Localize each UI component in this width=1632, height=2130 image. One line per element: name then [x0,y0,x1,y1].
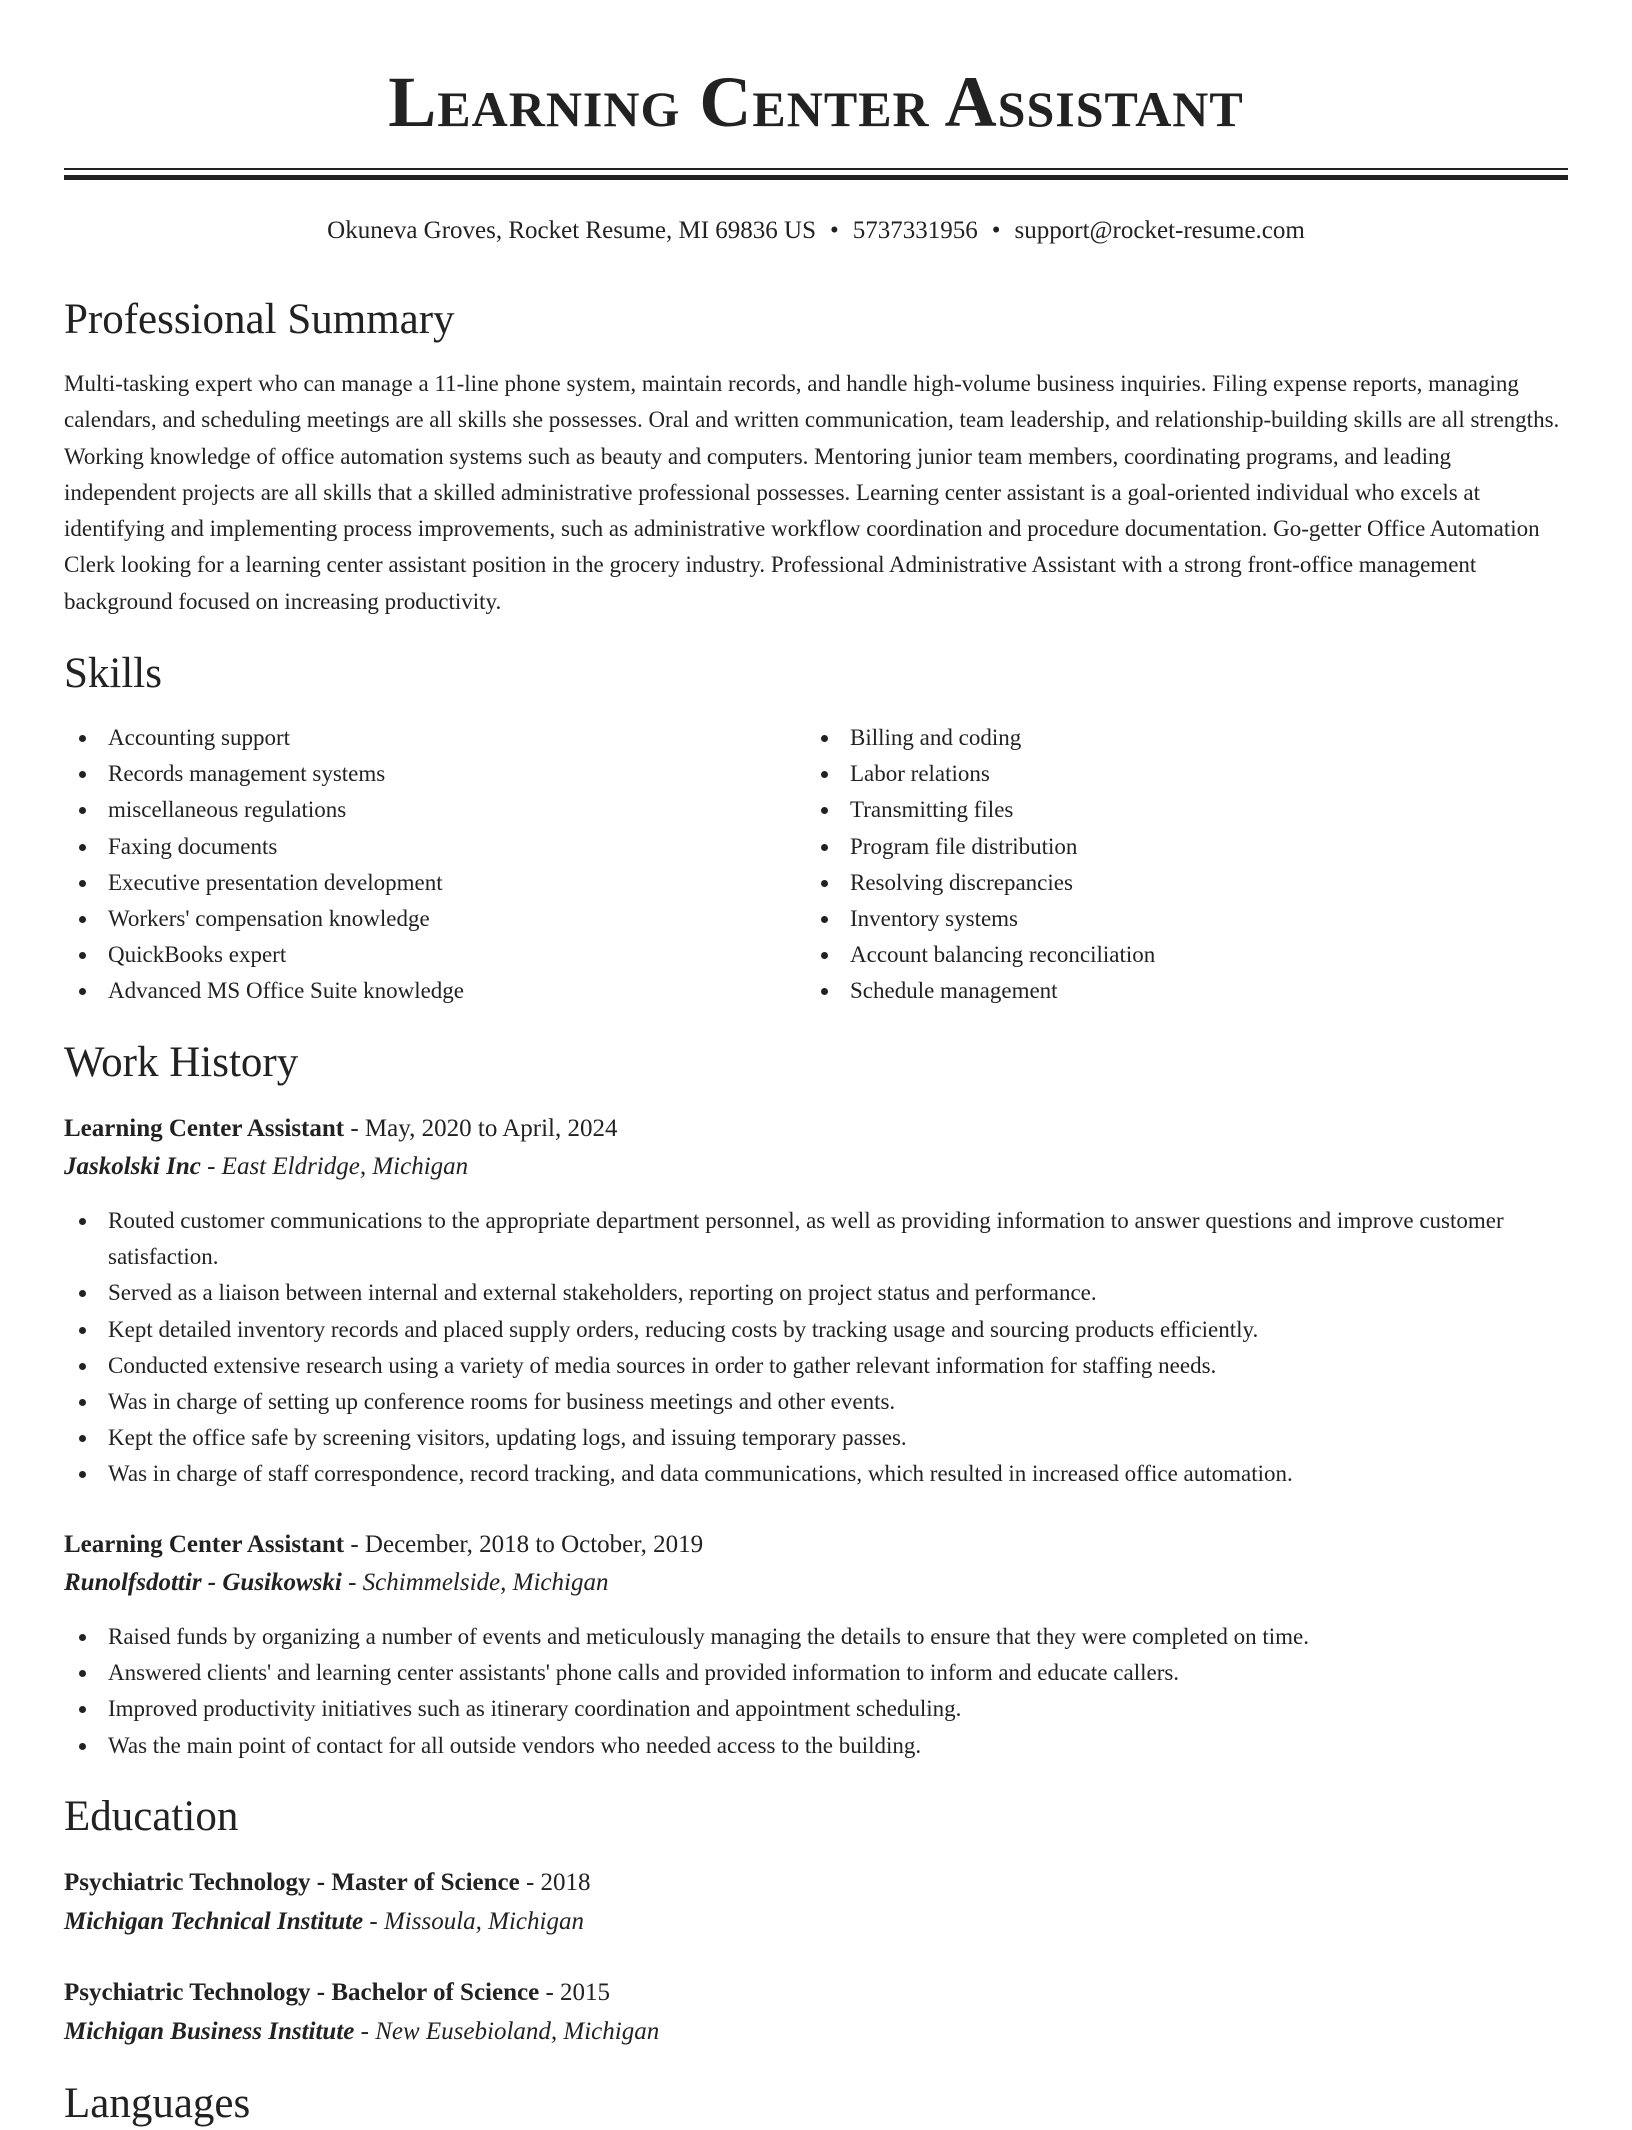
section-title-summary: Professional Summary [64,296,455,343]
job-duty: Was in charge of setting up conference rooms for business meetings and other events. [64,1384,1568,1420]
skill-item: Resolving discrepancies [806,865,1506,901]
education-location: - New Eusebioland, Michigan [354,2018,660,2045]
education-degree: Psychiatric Technology - Master of Science [64,1869,520,1896]
education-location: - Missoula, Michigan [363,1908,584,1935]
education-heading [64,1974,610,2012]
skill-item: miscellaneous regulations [64,792,764,828]
job-duty: Conducted extensive research using a variety of media sources in order to gather relevant information for staffing needs. [64,1348,1568,1384]
skills-list-right [806,720,1506,1010]
job-duty: Raised funds by organizing a number of events and meticulously managing the details to ensure that they were completed on time. [64,1619,1568,1655]
job-duty: Served as a liaison between internal and external stakeholders, reporting on project status and performance. [64,1275,1568,1311]
contact-line [64,215,1568,247]
job-employer [64,1148,468,1186]
skill-item: Executive presentation development [64,865,764,901]
skill-item: Workers' compensation knowledge [64,901,764,937]
skills-list-left [64,720,764,1010]
title-divider-thick [64,175,1568,180]
contact-separator: • [830,217,839,244]
section-title-skills: Skills [64,650,162,697]
skill-item: Account balancing reconciliation [806,937,1506,973]
education-institution [64,2013,659,2051]
contact-separator: • [991,217,1001,244]
contact-address: Okuneva Groves, Rocket Resume, MI 69836 US [327,217,816,244]
skill-item: QuickBooks expert [64,937,764,973]
contact-phone: 5737331956 [852,217,978,244]
job-duty: Answered clients' and learning center assistants' phone calls and provided information to inform and educate callers. [64,1655,1568,1691]
skill-item: Accounting support [64,720,764,756]
skill-item: Transmitting files [806,792,1506,828]
job-duties-list [64,1203,1568,1493]
education-school: Michigan Business Institute [64,2018,355,2045]
skill-item: Labor relations [806,756,1506,792]
job-duty: Was the main point of contact for all outside vendors who needed access to the building. [64,1728,1568,1764]
job-dates: - May, 2020 to April, 2024 [344,1115,618,1142]
skill-item: Billing and coding [806,720,1506,756]
section-title-education: Education [64,1793,239,1840]
job-duties-list [64,1619,1568,1764]
job-employer [64,1564,608,1602]
skill-item: Program file distribution [806,829,1506,865]
job-heading [64,1526,703,1564]
job-duty: Was in charge of staff correspondence, record tracking, and data communications, which resulted in increased office automation. [64,1456,1568,1492]
job-heading [64,1110,617,1148]
job-company: Jaskolski Inc [64,1153,201,1180]
education-degree: Psychiatric Technology - Bachelor of Science [64,1979,540,2006]
job-duty: Improved productivity initiatives such as itinerary coordination and appointment scheduling. [64,1691,1568,1727]
education-year: - 2018 [519,1869,591,1896]
job-duty: Kept detailed inventory records and placed supply orders, reducing costs by tracking usage and sourcing products efficiently. [64,1312,1568,1348]
job-company: Runolfsdottir - Gusikowski [64,1569,342,1596]
education-school: Michigan Technical Institute [64,1908,364,1935]
education-year: - 2015 [539,1979,611,2006]
section-title-work-history: Work History [64,1039,299,1086]
job-duty: Routed customer communications to the appropriate department personnel, as well as providing information to answer questions and improve customer satisfaction. [64,1203,1568,1275]
summary-text: Multi-tasking expert who can manage a 11-line phone system, maintain records, and handle high-volume business inquiries. Filing expense reports, managing calendars, and scheduling meetings are all skills she possesses. Oral and written communication, team leadership, and relationship-building skills are all strengths. Working knowledge of office automation systems such as beauty and computers. Mentoring junior team members, coordinating programs, and leading independent projects are all skills that a skilled administrative professional possesses. Learning center assistant is a goal-oriented individual who excels at identifying and implementing process improvements, such as administrative workflow coordination and procedure documentation. Go-getter Office Automation Clerk looking for a learning center assistant position in the grocery industry. Professional Administrative Assistant with a strong front-office management background focused on increasing productivity. [64,371,1560,614]
job-location: - Schimmelside, Michigan [341,1569,609,1596]
job-title: Learning Center Assistant [64,1531,345,1558]
job-duty: Kept the office safe by screening visitors, updating logs, and issuing temporary passes. [64,1420,1568,1456]
skill-item: Records management systems [64,756,764,792]
section-title-languages: Languages [64,2080,251,2127]
contact-email: support@rocket-resume.com [1014,217,1305,244]
skill-item: Advanced MS Office Suite knowledge [64,973,764,1009]
skill-item: Inventory systems [806,901,1506,937]
job-title: Learning Center Assistant [64,1115,345,1142]
education-institution [64,1903,584,1941]
skill-item: Faxing documents [64,829,764,865]
education-heading [64,1864,591,1902]
job-location: - East Eldridge, Michigan [200,1153,469,1180]
resume-title: Learning Center Assistant [388,62,1244,142]
job-dates: - December, 2018 to October, 2019 [344,1531,704,1558]
title-divider-thin [64,168,1568,170]
skill-item: Schedule management [806,973,1506,1009]
